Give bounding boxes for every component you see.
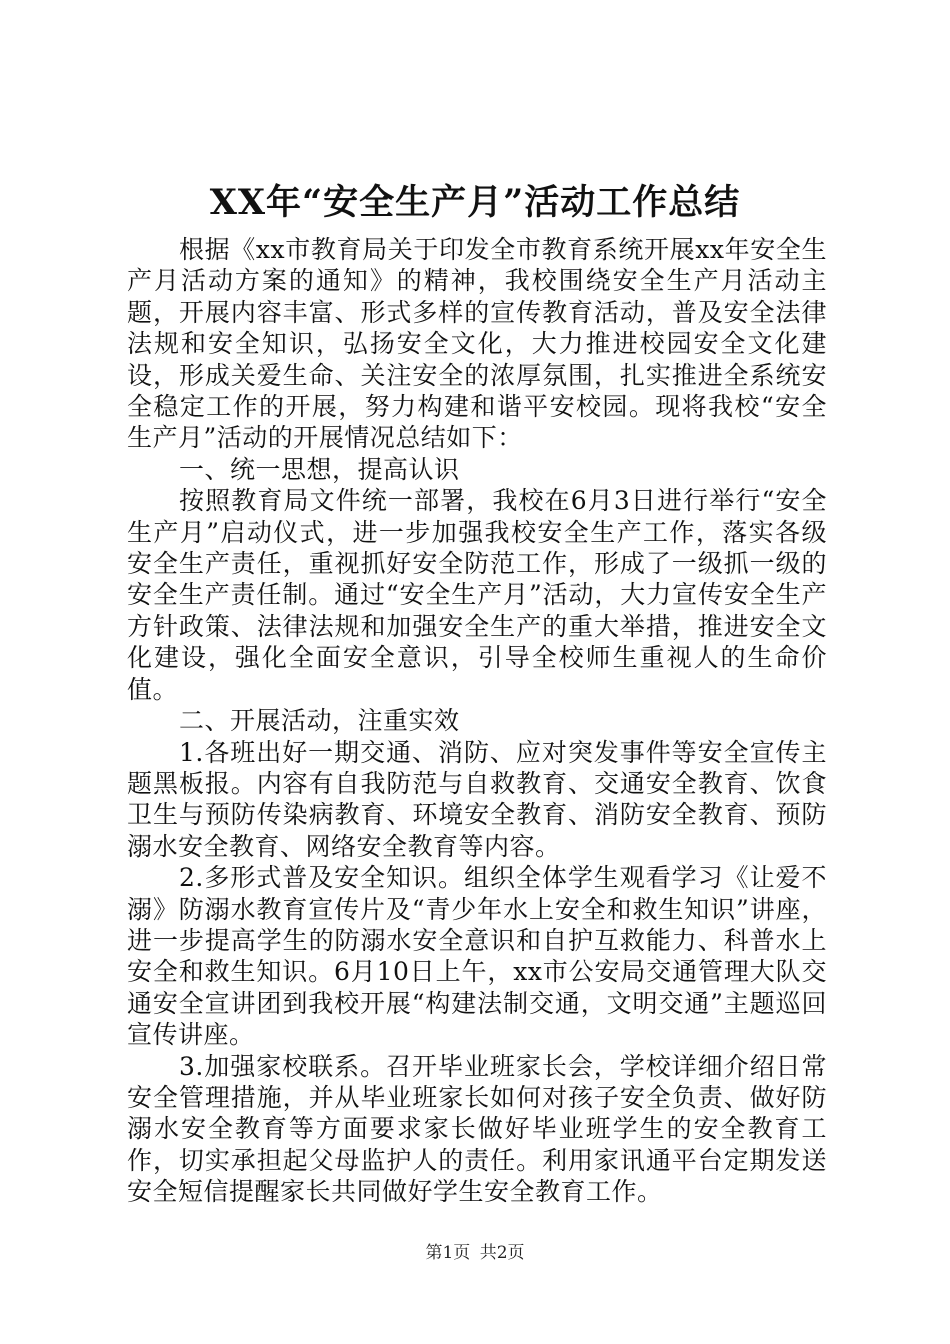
activity-item-1: 1.各班出好一期交通、消防、应对突发事件等安全宣传主题黑板报。内容有自我防范与自救教育、交通安全教育、饮食卫生与预防传染病教育、环境安全教育、消防安全教育、预防溺水安全教育、网络安全教育等内容。 (127, 737, 827, 861)
page-footer (0, 1241, 950, 1265)
section-1-paragraph: 按照教育局文件统一部署，我校在6月3日进行举行“安全生产月”启动仪式，进一步加强我校安全生产工作，落实各级安全生产责任，重视抓好安全防范工作，形成了一级抓一级的安全生产责任制。通过“安全生产月”活动，大力宣传安全生产方针政策、法律法规和加强安全生产的重大举措，推进安全文化建设，强化全面安全意识，引导全校师生重视人的生命价值。 (127, 486, 827, 704)
document-title: XX年“安全生产月”活动工作总结 (209, 182, 741, 223)
activity-item-2: 2.多形式普及安全知识。组织全体学生观看学习《让爱不溺》防溺水教育宣传片及“青少年水上安全和救生知识”讲座，进一步提高学生的防溺水安全意识和自护互救能力、科普水上安全和救生知识。6月10日上午，xx市公安局交通管理大队交通安全宣讲团到我校开展“构建法制交通，文明交通”主题巡回宣传讲座。 (127, 863, 827, 1050)
section-heading-1: 一、统一思想，提高认识 (179, 454, 460, 484)
section-heading-2: 二、开展活动，注重实效 (179, 706, 460, 736)
intro-paragraph: 根据《xx市教育局关于印发全市教育系统开展xx年安全生产月活动方案的通知》的精神，我校围绕安全生产月活动主题，开展内容丰富、形式多样的宣传教育活动，普及安全法律法规和安全知识，弘扬安全文化，大力推进校园安全文化建设，形成关爱生命、关注安全的浓厚氛围，扎实推进全系统安全稳定工作的开展，努力构建和谐平安校园。现将我校“安全生产月”活动的开展情况总结如下： (127, 235, 827, 453)
document-body (127, 234, 827, 1208)
page-total: 共2页 (479, 1243, 525, 1263)
activity-item-3: 3.加强家校联系。召开毕业班家长会，学校详细介绍日常安全管理措施，并从毕业班家长如何对孩子安全负责、做好防溺水安全教育等方面要求家长做好毕业班学生的安全教育工作，切实承担起父母监护人的责任。利用家讯通平台定期发送安全短信提醒家长共同做好学生安全教育工作。 (127, 1051, 827, 1207)
page-number: 第1页 (425, 1243, 471, 1263)
